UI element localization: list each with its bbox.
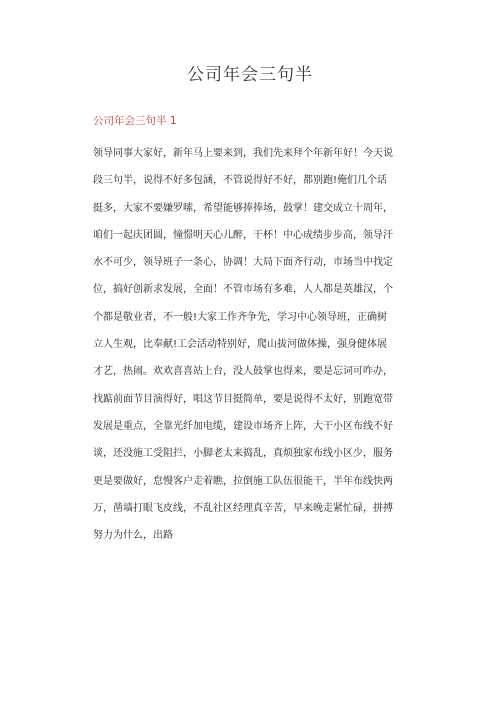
- body-line: 谈，还没施工受阻拦，小脚老太来捣乱，真烦独家布线小区少，服务: [93, 448, 393, 460]
- body-line: 领导同事大家好，新年马上要来到，我们先来拜个年新年好！今天说: [93, 148, 393, 159]
- body-line: 找踮前面节目演得好，唱这节目挺简单，要是说得不太好，别跑宽带: [93, 393, 393, 405]
- body-line: 努力为什么，出路: [93, 530, 173, 542]
- body-line: 段三句半，说得不好多包涵，不管说得好不好，都别跑!俺们几个话: [93, 175, 388, 187]
- body-line: 挺多，大家不要嫌罗嗦，希望能够捧捧场，鼓掌！建交成立十周年，: [93, 202, 393, 214]
- body-text: [93, 140, 423, 549]
- body-line: 咱们一起庆团圆，憧憬明天心儿醉，干杯！中心成绩步步高，领导汗: [93, 229, 393, 241]
- body-line: 水不可少，领导班子一条心，协调！大局下面齐行动，市场当中找定: [93, 257, 393, 269]
- document-title: 公司年会三句半: [187, 65, 313, 85]
- body-line: 位，搞好创新求发展，全面！不管市场有多难，人人都是英雄汉，个: [93, 284, 393, 296]
- body-line: 更是要做好，怠慢客户走着瞧，拉倒施工队伍很能干，半年布线快两: [93, 475, 393, 487]
- body-line: 才艺，热闹。欢欢喜喜站上台，没人鼓掌也得来，要是忘词可咋办，: [93, 366, 393, 378]
- body-line: 个都是敬业者，不一般!大家工作齐争先，学习中心领导班，正确树: [93, 311, 388, 323]
- body-line: 万，凿墙打眼飞皮线，不乱社区经理真辛苦，早来晚走紧忙碌，拼搏: [93, 502, 393, 514]
- section-heading: 公司年会三句半 1: [93, 115, 177, 127]
- body-line: 立人生观，比奉献!工会活动特别好，爬山拔河做体操，强身健体展: [93, 339, 388, 351]
- body-line: 发展是重点，全靠光纤加电缆，建设市场齐上阵，大干小区布线不好: [93, 420, 393, 432]
